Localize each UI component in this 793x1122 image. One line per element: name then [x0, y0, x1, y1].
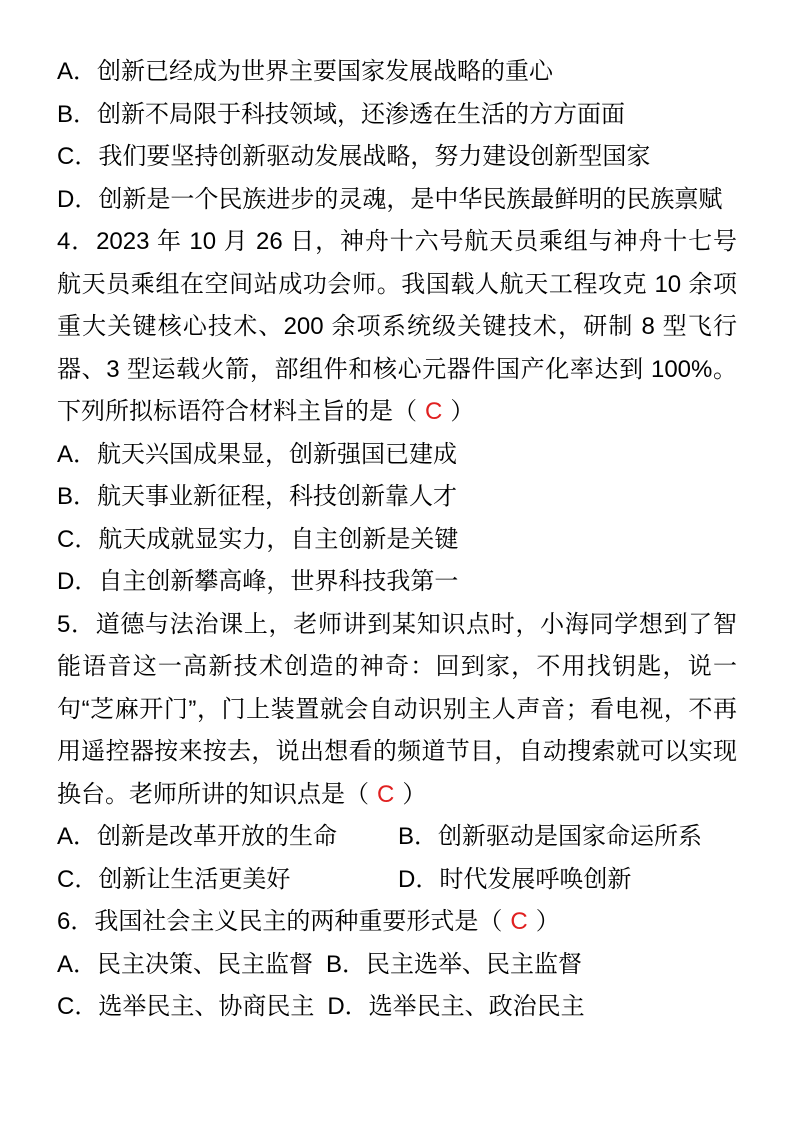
q4-option-c: C．航天成就显实力，自主创新是关键: [57, 525, 459, 553]
q3-option-b: B．创新不局限于科技领域，还渗透在生活的方方面面: [57, 100, 626, 128]
q5-paren-open: （: [345, 780, 369, 808]
q6-option-b: B．民主选举、民主监督: [326, 950, 583, 978]
q5-paren-close: ）: [402, 780, 427, 808]
q5-option-a: A．创新是改革开放的生命: [57, 823, 338, 850]
q6-option-a: A．民主决策、民主监督: [57, 950, 314, 978]
q6-stem-text: 6．我国社会主义民主的两种重要形式是: [57, 908, 479, 935]
q4-answer-letter: C: [425, 398, 443, 425]
q6-paren-open: （: [478, 908, 503, 935]
q4-option-d: D．自主创新攀高峰，世界科技我第一: [57, 568, 459, 595]
q4-stem-text: 4．2023 年 10 月 26 日，神舟十六号航天员乘组与神舟十七号航天员乘组在空间站成功会师。我国载人航天工程攻克 10 余项重大关键核心技术、200 余项系统级关键技术，研制 8 型飞行器、3 型运载火箭，部组件和核心元器件国产化率达到 100%。下列所拟标语符合材料主旨的是: [57, 228, 737, 425]
q4-paren-close: ）: [450, 398, 475, 425]
q6-option-row-1: [57, 944, 737, 987]
q6-answer-letter: C: [510, 908, 528, 935]
q4-stem: [57, 221, 737, 434]
q5-option-d: D．时代发展呼唤创新: [398, 865, 632, 893]
q5-option-row-2: [57, 859, 737, 902]
q5-stem: [57, 604, 737, 817]
q3-option-d: D．创新是一个民族进步的灵魂，是中华民族最鲜明的民族禀赋: [57, 185, 723, 213]
q5-option-c: C．创新让生活更美好: [57, 865, 291, 893]
q6-paren-close: ）: [535, 908, 560, 935]
q3-option-a: A．创新已经成为世界主要国家发展战略的重心: [57, 58, 554, 85]
q6-option-d: D．选举民主、政治民主: [327, 993, 585, 1020]
q5-option-row-1: [57, 816, 737, 859]
document-content: [57, 51, 737, 1029]
q6-option-row-2: [57, 986, 737, 1029]
q4-option-a: A．航天兴国成果显，创新强国已建成: [57, 440, 458, 468]
q4-option-b: B．航天事业新征程，科技创新靠人才: [57, 483, 458, 510]
q6-option-c: C．选举民主、协商民主: [57, 993, 315, 1020]
q5-answer-letter: C: [377, 780, 395, 808]
q4-paren-open: （: [393, 398, 417, 425]
q5-stem-text: 5．道德与法治课上，老师讲到某知识点时，小海同学想到了智能语音这一高新技术创造的神奇：回到家，不用找钥匙，说一句“芝麻开门”，门上装置就会自动识别主人声音；看电视，不再用遥控器按来按去，说出想看的频道节目，自动搜索就可以实现换台。老师所讲的知识点是: [57, 610, 737, 808]
q3-option-c: C．我们要坚持创新驱动发展战略，努力建设创新型国家: [57, 143, 651, 170]
q6-stem: [57, 901, 737, 944]
q5-option-b: B．创新驱动是国家命运所系: [398, 823, 703, 850]
